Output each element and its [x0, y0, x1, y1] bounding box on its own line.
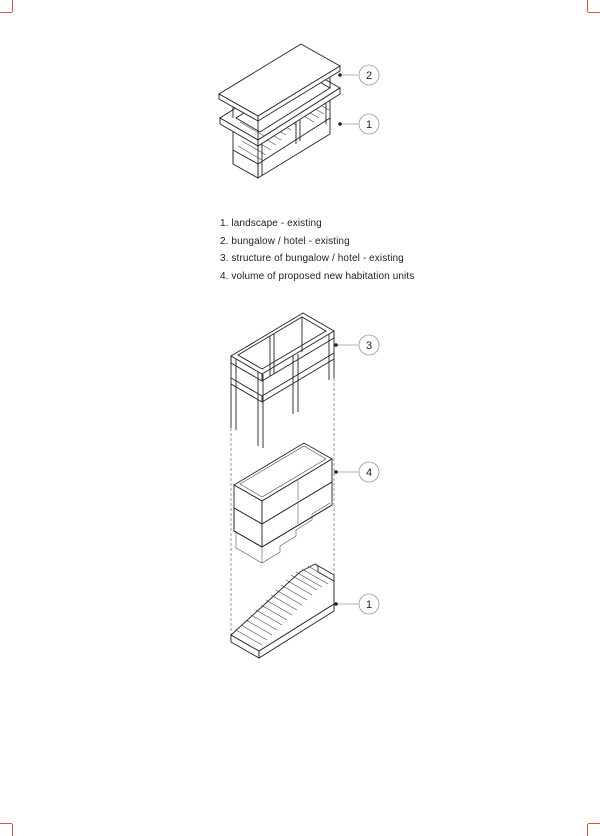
- exploded-structure: [231, 313, 334, 448]
- callout-label-4: 4: [365, 467, 373, 479]
- callout-1-top: [338, 114, 379, 134]
- exploded-volume: [234, 443, 332, 563]
- legend-item-bungalow: 2. bungalow / hotel - existing: [220, 235, 350, 247]
- callout-label-2: 2: [365, 70, 373, 82]
- top-diagram: [219, 44, 340, 178]
- legend-item-landscape: 1. landscape - existing: [220, 218, 322, 229]
- callout-1-bottom: [334, 594, 379, 614]
- callout-4: [334, 462, 379, 482]
- callout-2-top: [338, 65, 379, 85]
- legend-item-volume: 4. volume of proposed new habitation units: [220, 270, 415, 282]
- exploded-landscape: [231, 564, 334, 658]
- callout-label-1-bottom: 1: [365, 599, 373, 611]
- callout-label-1: 1: [365, 119, 373, 131]
- callout-3: [334, 335, 379, 355]
- callout-label-3: 3: [365, 340, 373, 352]
- legend: [220, 215, 414, 285]
- legend-item-structure: 3. structure of bungalow / hotel - existing: [220, 253, 404, 264]
